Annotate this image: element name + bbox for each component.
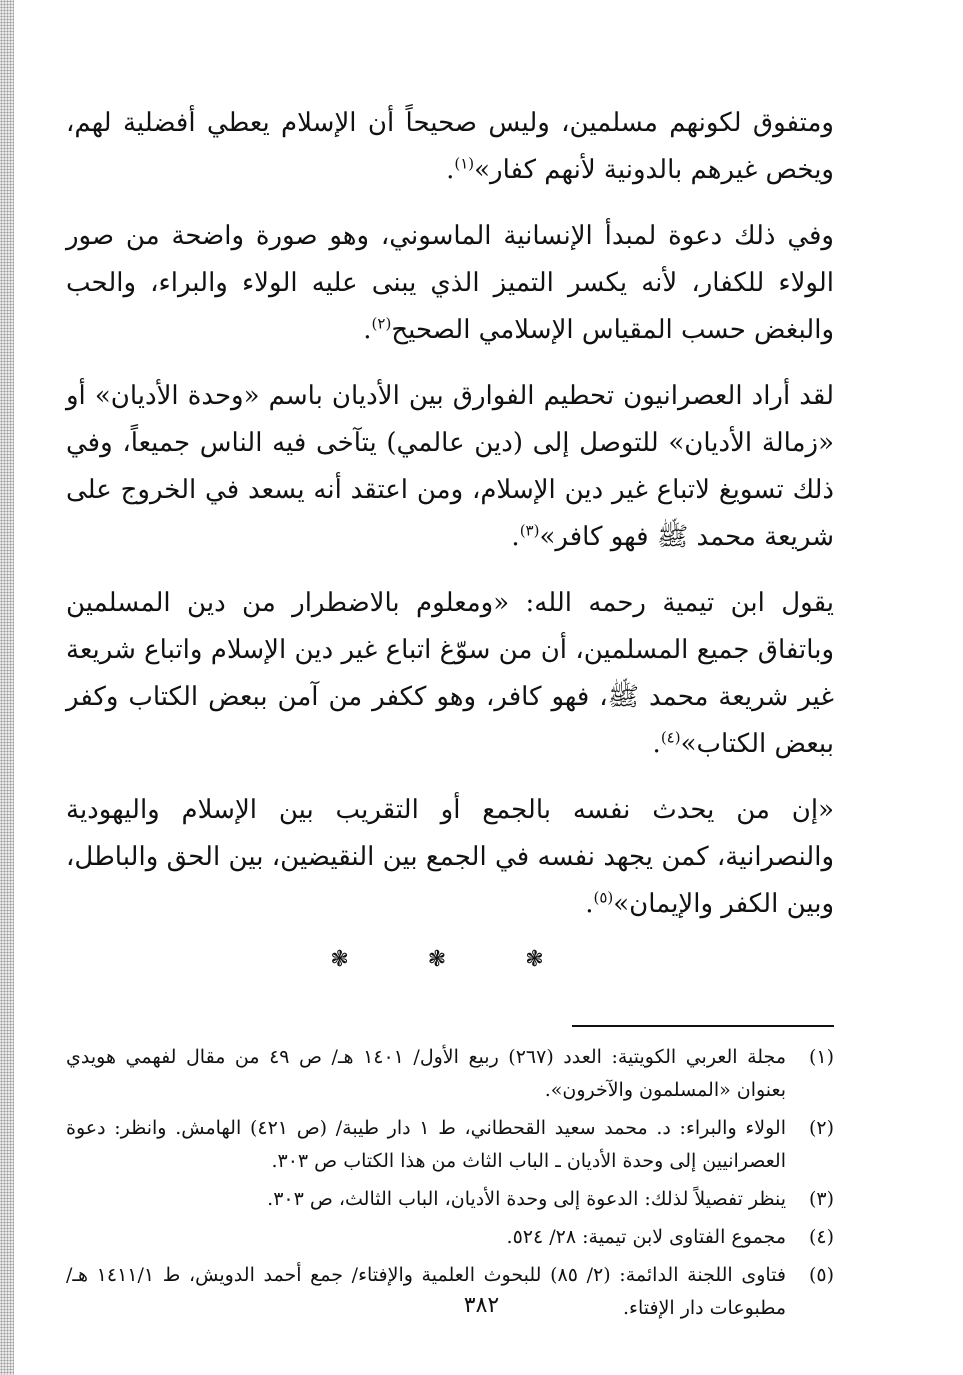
- paragraph-text: لقد أراد العصرانيون تحطيم الفوارق بين الأديان باسم «وحدة الأديان» أو «زمالة الأديان» للتوصل إلى (دين عالمي) يتآخى فيه الناس جميعاً، وفي ذلك تسويغ لاتباع غير دين الإسلام، ومن اعتقد أنه يسعد في الخروج على شريعة محمد ﷺ فهو كافر»: [66, 381, 834, 552]
- paragraph-text: «إن من يحدث نفسه بالجمع أو التقريب بين الإسلام واليهودية والنصرانية، كمن يجهد نفسه في الجمع بين النقيضين، بين الحق والباطل، وبين الكفر والإيمان»: [66, 795, 834, 919]
- footnotes: [66, 1041, 834, 1325]
- paragraph-end: .: [363, 315, 372, 345]
- footnote-ref[interactable]: (٣): [519, 521, 540, 540]
- paragraph-text: يقول ابن تيمية رحمه الله: «ومعلوم بالاضطرار من دين المسلمين وباتفاق جميع المسلمين، أن من سوّغ اتباع غير دين الإسلام واتباع شريعة غير شريعة محمد ﷺ، فهو كافر، وهو ككفر من آمن ببعض الكتاب وكفر ببعض الكتاب»: [66, 588, 834, 759]
- paragraph-end: .: [511, 522, 520, 552]
- flower-icon: ❃: [525, 947, 570, 972]
- footnote-text: فتاوى اللجنة الدائمة: (٢/ ٨٥) للبحوث العلمية والإفتاء/ جمع أحمد الدويش، ط ١٤١١/١ هـ/ مطبوعات دار الإفتاء.: [66, 1264, 787, 1319]
- footnote-text: مجموع الفتاوى لابن تيمية: ٢٨/ ٥٢٤.: [506, 1226, 786, 1248]
- footnote-ref[interactable]: (٢): [371, 314, 392, 333]
- paragraph-4: [66, 580, 834, 768]
- footnote-item: [66, 1183, 834, 1216]
- flower-icon: ❃: [330, 947, 375, 972]
- footnote-item: [66, 1041, 834, 1107]
- paragraph-end: .: [446, 155, 455, 185]
- footnote-text: ينظر تفصيلاً لذلك: الدعوة إلى وحدة الأديان، الباب الثالث، ص ٣٠٣.: [267, 1188, 786, 1210]
- footnote-item: [66, 1221, 834, 1254]
- footnote-number: (٤): [808, 1226, 834, 1248]
- page-body: [66, 100, 834, 1330]
- paragraph-text: وفي ذلك دعوة لمبدأ الإنسانية الماسوني، وهو صورة واضحة من صور الولاء للكفار، لأنه يكسر التميز الذي يبنى عليه الولاء والبراء، والحب والبغض حسب المقياس الإسلامي الصحيح: [66, 221, 834, 345]
- footnote-text: الولاء والبراء: د. محمد سعيد القحطاني، ط ١ دار طيبة/ (ص ٤٢١) الهامش. وانظر: دعوة العصرانيين إلى وحدة الأديان ـ الباب الثاث من هذا الكتاب ص ٣٠٣.: [66, 1117, 786, 1172]
- section-ornament: [66, 947, 834, 987]
- paragraph-end: .: [585, 889, 594, 919]
- paragraph-1: [66, 100, 834, 194]
- footnote-text: مجلة العربي الكويتية: العدد (٢٦٧) ربيع الأول/ ١٤٠١ هـ/ ص ٤٩ من مقال لفهمي هويدي بعنوان «المسلمون والآخرون».: [66, 1046, 787, 1101]
- footnote-number: (٣): [808, 1188, 834, 1210]
- footnote-ref[interactable]: (٤): [660, 728, 681, 747]
- paragraph-end: .: [652, 729, 661, 759]
- paragraph-5: [66, 787, 834, 928]
- footnote-number: (٥): [808, 1264, 834, 1286]
- footnote-ref[interactable]: (١): [454, 154, 475, 173]
- footnote-ref[interactable]: (٥): [593, 888, 614, 907]
- footnote-number: (١): [808, 1046, 834, 1068]
- scan-edge-texture: [0, 0, 14, 1375]
- footnote-item: [66, 1112, 834, 1178]
- page-number: ٣٨٢: [463, 1293, 500, 1318]
- footnote-divider: [572, 1025, 834, 1027]
- flower-icon: ❃: [427, 947, 473, 972]
- paragraph-text: ومتفوق لكونهم مسلمين، وليس صحيحاً أن الإسلام يعطي أفضلية لهم، ويخص غيرهم بالدونية لأنهم كفار»: [66, 108, 834, 185]
- paragraph-3: [66, 373, 834, 561]
- footnote-number: (٢): [808, 1117, 834, 1139]
- paragraph-2: [66, 213, 834, 354]
